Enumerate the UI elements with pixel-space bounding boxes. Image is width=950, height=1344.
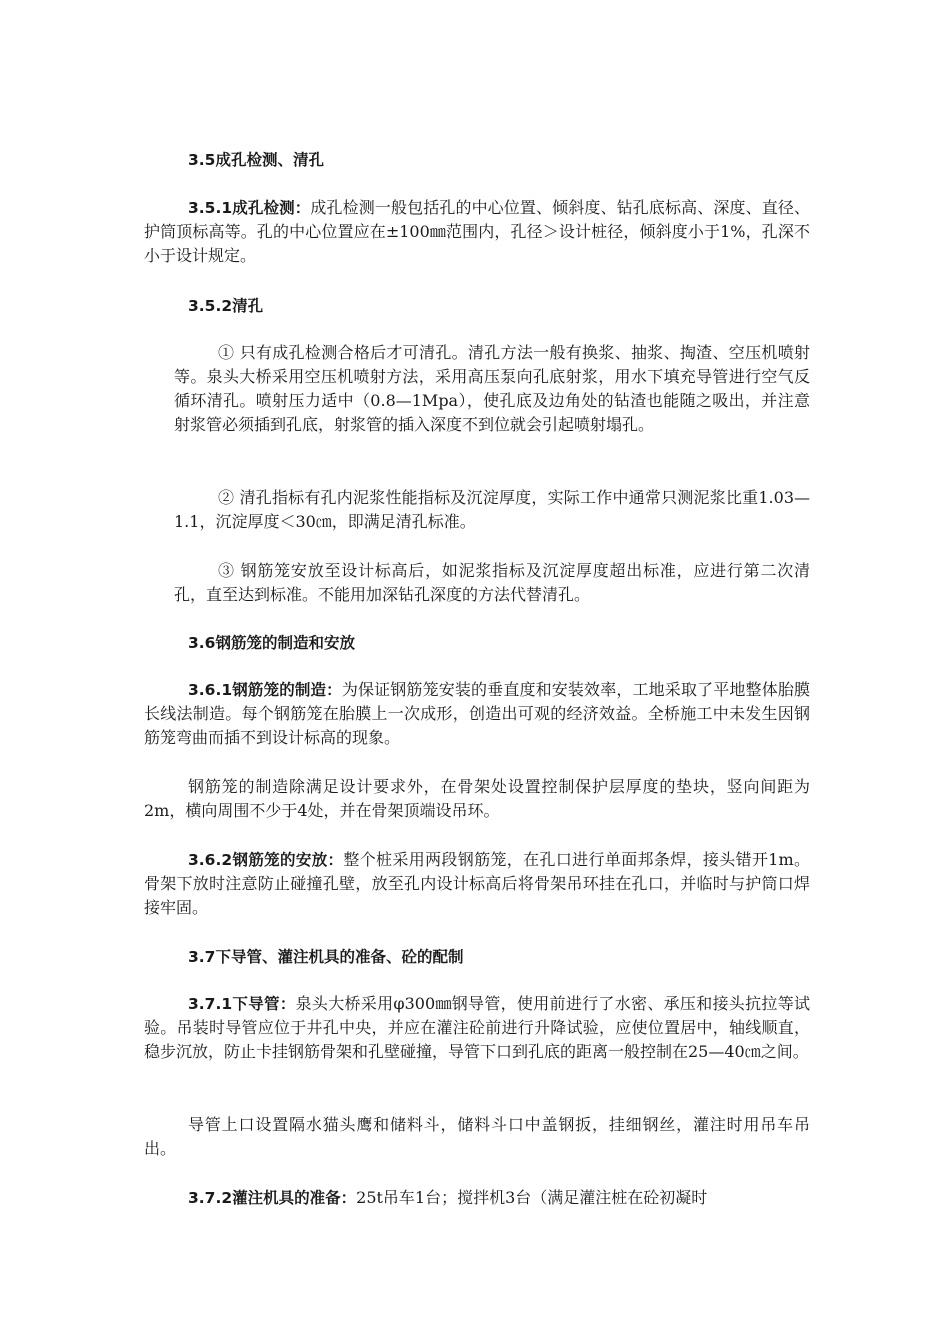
paragraph-3-6-1: 3.6.1钢筋笼的制造：为保证钢筋笼安装的垂直度和安装效率，工地采取了平地整体胎膜长线法制造。每个钢筋笼在胎膜上一次成形，创造出可观的经济效益。全桥施工中未发生因钢筋笼弯曲而插不到设计标高的现象。	[144, 680, 810, 747]
paragraph-3-7-1: 3.7.1下导管：泉头大桥采用φ300㎜钢导管，使用前进行了水密、承压和接头抗拉等试验。吊装时导管应位于井孔中央，并应在灌注砼前进行升降试验，应使位置居中，轴线顺直，稳步沉放，防止卡挂钢筋骨架和孔壁碰撞，导管下口到孔底的距离一般控制在25—40㎝之间。	[144, 994, 810, 1061]
heading-3-5-2: 3.5.2清孔	[188, 297, 264, 315]
heading-3-7: 3.7下导管、灌注机具的准备、砼的配制	[188, 948, 464, 966]
paragraph-3-5-1	[144, 196, 810, 268]
paragraph-3-7-1-b: 导管上口设置隔水猫头鹰和储料斗，储料斗口中盖钢扳，挂细钢丝，灌注时用吊车吊出。	[144, 1115, 810, 1158]
paragraph-3-6-1-b: 钢筋笼的制造除满足设计要求外，在骨架处设置控制保护层厚度的垫块，竖向间距为2m，横向周围不少于4处，并在骨架顶端设吊环。	[144, 777, 810, 820]
heading-3-6: 3.6钢筋笼的制造和安放	[188, 634, 355, 652]
heading-3-5: 3.5成孔检测、清孔	[188, 151, 324, 169]
paragraph-3-6-2: 3.6.2钢筋笼的安放：整个桩采用两段钢筋笼，在孔口进行单面邦条焊，接头错开1m。骨架下放时注意防止碰撞孔壁，放至孔内设计标高后将骨架吊环挂在孔口，并临时与护筒口焊接牢固。	[144, 850, 810, 917]
text-3-5-1: 成孔检测一般包括孔的中心位置、倾斜度、钻孔底标高、深度、直径、护筒顶标高等。孔的中心位置应在±100㎜范围内，孔径＞设计桩径，倾斜度小于1%，孔深不小于设计规定。	[144, 198, 810, 265]
label-3-6-2: 3.6.2钢筋笼的安放：	[188, 851, 344, 869]
paragraph-3-7-2: 3.7.2灌注机具的准备：25t吊车1台；搅拌机3台（满足灌注桩在砼初凝时	[188, 1188, 708, 1207]
list-item-3: ③ 钢筋笼安放至设计标高后，如泥浆指标及沉淀厚度超出标准，应进行第二次清孔，直至达到标准。不能用加深钻孔深度的方法代替清孔。	[174, 561, 810, 604]
label-3-6-1: 3.6.1钢筋笼的制造：	[188, 681, 342, 699]
list-item-2: ② 清孔指标有孔内泥浆性能指标及沉淀厚度，实际工作中通常只测泥浆比重1.03—1.1，沉淀厚度＜30㎝，即满足清孔标准。	[174, 488, 810, 531]
list-item-1: ① 只有成孔检测合格后才可清孔。清孔方法一般有换浆、抽浆、掏渣、空压机喷射等。泉头大桥采用空压机喷射方法，采用高压泵向孔底射浆，用水下填充导管进行空气反循环清孔。喷射压力适中（0.8—1Mpa），使孔底及边角处的钻渣也能随之吸出，并注意射浆管必须插到孔底，射浆管的插入深度不到位就会引起喷射塌孔。	[174, 343, 810, 434]
label-3-7-1: 3.7.1下导管：	[188, 995, 296, 1013]
label-3-5-1: 3.5.1成孔检测：	[188, 199, 311, 217]
label-3-7-2: 3.7.2灌注机具的准备：	[188, 1189, 357, 1207]
